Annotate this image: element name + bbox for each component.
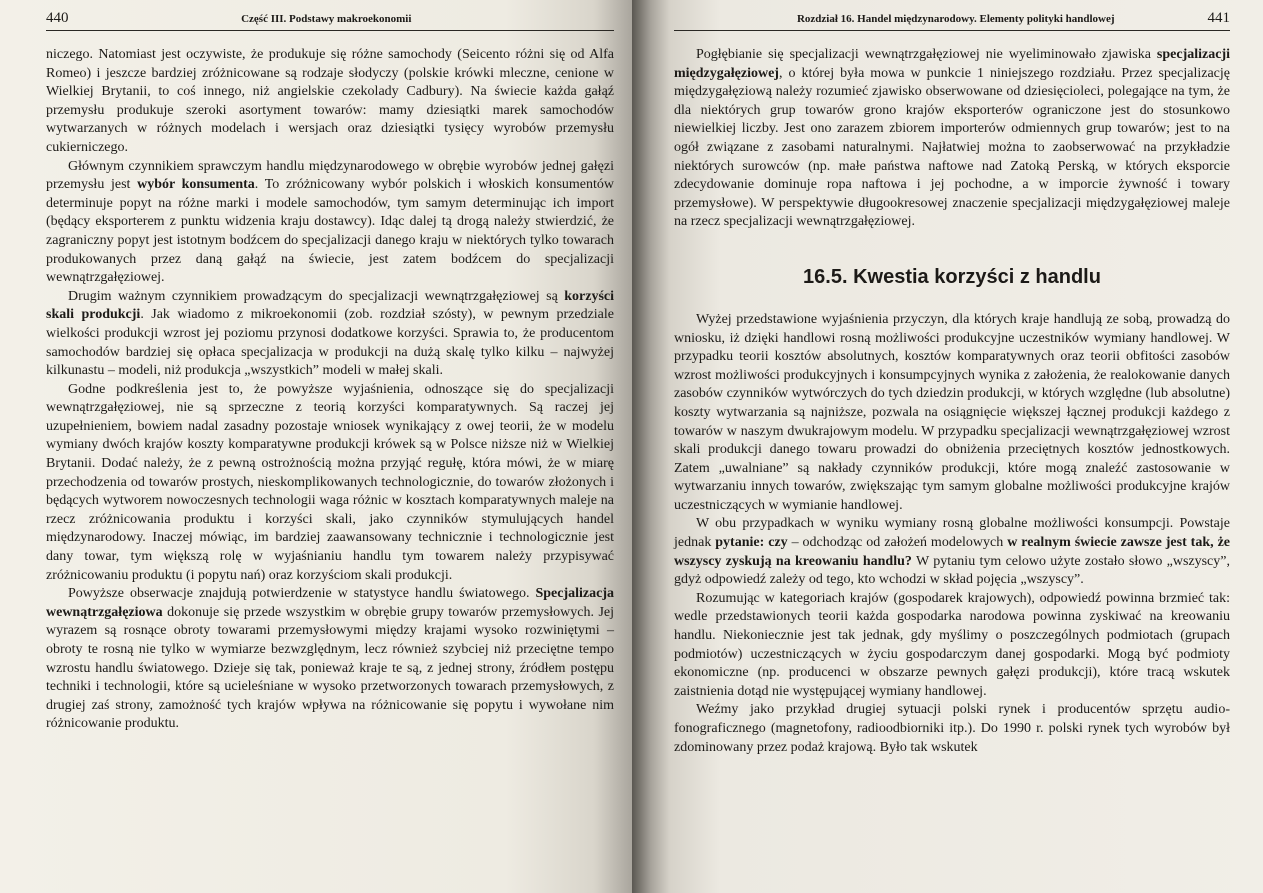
running-head-title-right: Rozdział 16. Handel międzynarodowy. Elementy polityki handlowej bbox=[796, 13, 1115, 25]
text-run: , o której była mowa w punkcie 1 niniejszego rozdziału. Przez specjalizację międzygałęziową należy rozumieć zjawisko obserwowane od dziesięcioleci, polegające na tym, że dla niektórych grup towarów grono krajów eksporterów ograniczone jest do stosunkowo niewielkiej liczby. Jest ono zarazem zbiorem importerów odmiennych grup towarów; jest to na ogół związane z zasobami naturalnymi. Najłatwiej można to zaobserwować na przykładzie niektórych surowców (np. małe państwa naftowe nad Zatoką Perską, w których eksporcie zdecydowanie dominuje ropa naftowa i jej pochodne, a w imporcie żywność i towary przemysłowe). W perspektywie długookresowej znaczenie specjalizacji międzygałęziowej maleje na rzecz specjalizacji wewnątrzgałęziowej. bbox=[674, 65, 1230, 230]
running-head-title-left: Część III. Podstawy makroekonomii bbox=[241, 13, 412, 25]
bold-term: korzyści skali produkcji bbox=[46, 288, 614, 323]
paragraph bbox=[46, 158, 614, 288]
text-run: . Jak wiadomo z mikroekonomii (zob. rozdział szósty), w pewnym przedziale wielkości produkcji wzrost jej poziomu przynosi dodatkowe korzyści. Sprawia to, że producentom samochodów bardziej się opłaca specjalizacja w produkcji na dużą skalę tylko kilku – najwyżej kilkunastu – modeli, niż produkcja „wszystkich” modeli w małej skali. bbox=[46, 307, 614, 379]
text-run: W obu przypadkach w wyniku wymiany rosną globalne możliwości konsumpcji. Powstaje jednak bbox=[674, 516, 1230, 551]
bold-term: Specjalizacja wewnątrzgałęziowa bbox=[46, 586, 614, 620]
bold-term: wybór konsumenta bbox=[137, 177, 255, 193]
paragraph bbox=[46, 46, 614, 158]
paragraph bbox=[674, 515, 1230, 589]
bold-term: pytanie: czy bbox=[715, 535, 788, 551]
text-run: . To zróżnicowany wybór polskich i włoskich konsumentów determinuje popyt na różne marki i modele samochodów, tym samym determinując ich import (będący eksporterem z punktu widzenia kraju dostawcy). Idąc dalej tą drogą należy stwierdzić, że zagraniczny popyt jest istotnym bodźcem do specjalizacji danego kraju w niektórych tylko towarach produkowanych przez daną gałąź na świecie, jest zatem bodźcem do specjalizacji wewnątrzgałęziowej. bbox=[46, 177, 615, 286]
page-number-right: 441 bbox=[1207, 10, 1230, 26]
paragraph bbox=[674, 701, 1230, 757]
text-run: – odchodząc od założeń modelowych bbox=[787, 535, 1008, 551]
section-heading: 16.5. Kwestia korzyści z handlu bbox=[803, 265, 1101, 288]
paragraph bbox=[674, 311, 1230, 516]
paragraph bbox=[46, 288, 614, 381]
text-run: W pytaniu tym celowo użyte zostało słowo „wszyscy”, gdyż odpowiedź zależy od tego, kto wchodzi w skład pojęcia „wszyscy”. bbox=[674, 553, 1230, 588]
right-page-body-bottom bbox=[674, 311, 1230, 757]
paragraph bbox=[46, 381, 614, 586]
text-run: dokonuje się przede wszystkim w obrębie grupy towarów przemysłowych. Jej wyrazem są rosnące obroty towarami przemysłowymi między krajami wysoko rozwiniętymi – obroty te rosną nie tylko w wymiarze bezwzględnym, lecz również szybciej niż przeciętne tempo wzrostu handlu światowego. Dzieje się tak, ponieważ kraje te są, z jednej strony, źródłem postępu techniki i technologii, które są ucieleśniane w wysoko przetworzonych towarach przemysłowych, z drugiej zaś strony, zamożność tych krajów wpływa na różnicowanie się popytu i wywołane nim różnicowanie produktu. bbox=[46, 604, 614, 732]
bold-term: specjalizacji międzygałęziowej bbox=[674, 47, 1230, 81]
text-run: Godne podkreślenia jest to, że powyższe wyjaśnienia, odnoszące się do specjalizacji wewnątrzgałęziowej, nie są sprzeczne z teorią korzyści komparatywnych. Są raczej jej uzupełnieniem, bowiem nadal zasadny pozostaje wniosek wynikający z owej teorii, że w modelu wymiany dwóch krajów koszty komparatywne produkcji krówek są w Polsce niższe niż w Wielkiej Brytanii. Dodać należy, że z pewną ostrożnością można przyjąć regułę, która mówi, że w miarę przechodzenia od towarów prostych, nieskomplikowanych technologicznie, do towarów złożonych i będących wytworem nowoczesnych technologii waga różnic w kosztach komparatywnych maleje na rzecz zróżnicowania produktu i korzyści skali, jako czynników stymulujących handel międzynarodowy. Inaczej mówiąc, im bardziej zaawansowany technicznie i technologicznie jest dany towar, tym większą rolę w wyjaśnianiu handlu tym towarem należy przypisywać zróżnicowaniu produktu (i popytu nań) oraz korzyściom skali produkcji. bbox=[46, 381, 614, 583]
paragraph bbox=[674, 46, 1230, 232]
text-run: Głównym czynnikiem sprawczym handlu międzynarodowego w obrębie wyrobów jednej gałęzi przemysłu jest bbox=[46, 158, 614, 193]
bold-term: w realnym świecie zawsze jest tak, że wszyscy zyskują na kreowaniu handlu? bbox=[674, 535, 1230, 569]
text-run: niczego. Natomiast jest oczywiste, że produkuje się różne samochody (Seicento różni się od Alfa Romeo) i jeszcze bardziej zróżnicowane są rodzaje słodyczy (polskie krówki mleczne, cenione w Wielkiej Brytanii, to coś innego, niż angielskie czekolady Cadbury). Na świecie każda gałąź przemysłu produkuje szeroki asortyment towarów: mamy dziesiątki marek samochodów wytwarzanych w różnych modelach i wersjach oraz dziesiątki tysięcy wyrobów przemysłu cukierniczego. bbox=[46, 47, 614, 155]
right-page-body-top bbox=[674, 46, 1230, 232]
text-run: Pogłębianie się specjalizacji wewnątrzgałęziowej nie wyeliminowało zjawiska bbox=[696, 47, 1157, 62]
paragraph bbox=[46, 585, 614, 734]
running-head-left bbox=[46, 10, 614, 31]
running-head-right bbox=[674, 10, 1230, 31]
text-run: Powyższe obserwacje znajdują potwierdzenie w statystyce handlu światowego. bbox=[68, 586, 536, 602]
text-run: Rozumując w kategoriach krajów (gospodarek krajowych), odpowiedź powinna brzmieć tak: wedle przedstawionych teorii każda gospodarka narodowa powinna zyskiwać na kreowaniu handlu. Niekoniecznie jest tak jednak, gdy myślimy o poszczególnych podmiotach (grupach podmiotów) uczestniczących w życiu gospodarczym danej gospodarki. Mogą być podmioty ekonomiczne (np. producenci w obszarze pewnych gałęzi produkcji), które tracą wskutek zaistnienia dotąd nie występującej wymiany handlowej. bbox=[674, 590, 1230, 699]
text-run: Wyżej przedstawione wyjaśnienia przyczyn, dla których kraje handlują ze sobą, prowadzą do wniosku, iż dzięki handlowi rosną możliwości produkcyjne uczestników wymiany handlowej. W przypadku teorii kosztów absolutnych, kosztów komparatywnych oraz teorii obfitości zasobów wzrost możliwości produkcyjnych i konsumpcyjnych wynika z założenia, że realokowanie danych zasobów czynników wytwórczych do tych dziedzin produkcji, w których względne (lub absolutne) koszty wytwarzania są najniższe, pozwala na osiągnięcie większej łącznej produkcji każdego z towarów w naszym dwukrajowym modelu. W przypadku specjalizacji wewnątrzgałęziowej wzrost skali produkcji danego towaru prowadzi do obniżenia przeciętnych kosztów jednostkowych. Zatem „uwalniane” są nakłady czynników produkcji, które mogą znaleźć zastosowanie w wytwarzaniu innych towarów, zwiększając tym samym globalne możliwości produkcyjne krajów uczestniczących w wymianie handlowej. bbox=[674, 311, 1230, 513]
right-page bbox=[632, 0, 1263, 893]
text-run: Weźmy jako przykład drugiej sytuacji polski rynek i producentów sprzętu audio-fonograficznego (magnetofony, radioodbiorniki itp.). Do 1990 r. polski rynek tych wyrobów był zdominowany przez podaż krajową. Było tak wskutek bbox=[674, 702, 1230, 755]
text-run: Drugim ważnym czynnikiem prowadzącym do specjalizacji wewnątrzgałęziowej są bbox=[68, 288, 565, 304]
page-number-left: 440 bbox=[46, 10, 69, 26]
left-page-body bbox=[46, 46, 614, 734]
paragraph bbox=[674, 590, 1230, 702]
